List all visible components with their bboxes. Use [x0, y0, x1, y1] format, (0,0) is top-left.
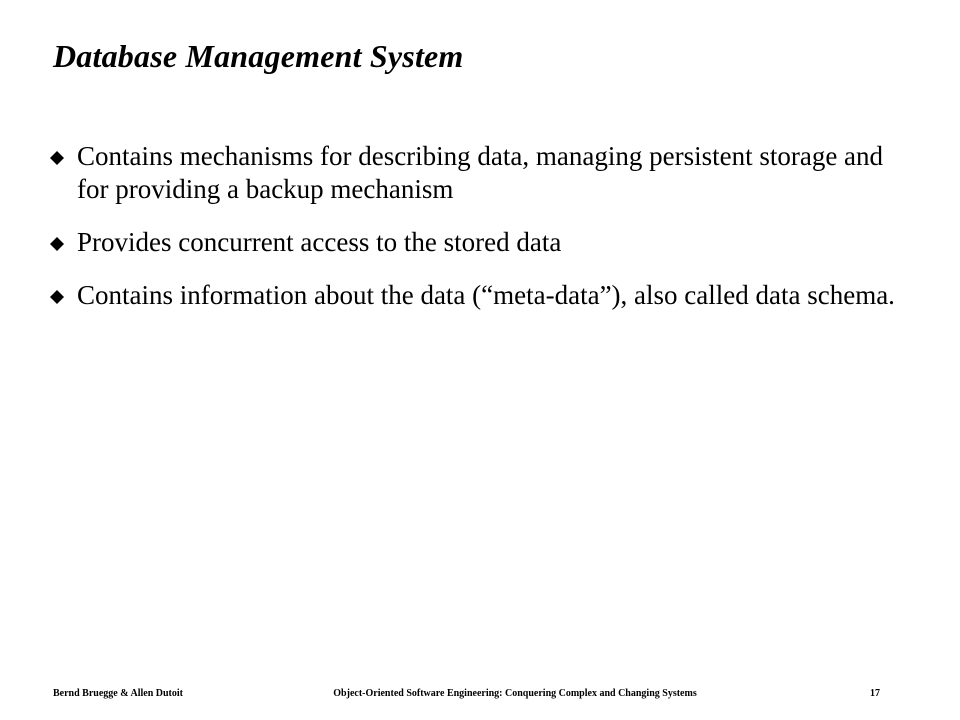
- bullet-text: Provides concurrent access to the stored data: [77, 227, 562, 257]
- footer-authors: Bernd Bruegge & Allen Dutoit: [53, 688, 183, 699]
- bullet-text: Contains mechanisms for describing data, managing persistent storage and for providing a backup mechanism: [77, 141, 884, 204]
- diamond-bullet-icon: [50, 237, 64, 251]
- bullet-item: [47, 140, 907, 206]
- slide-title: Database Management System: [53, 38, 464, 74]
- diamond-bullet-icon: [50, 290, 64, 304]
- footer-book-title: Object-Oriented Software Engineering: Conquering Complex and Changing Systems: [333, 688, 697, 699]
- bullet-text: Contains information about the data (“meta-data”), also called data schema.: [77, 280, 895, 310]
- bullet-item: [47, 226, 907, 259]
- bullet-list: [47, 140, 907, 332]
- footer: [0, 688, 960, 704]
- bullet-item: [47, 279, 907, 312]
- diamond-bullet-icon: [50, 151, 64, 165]
- page-number: 17: [870, 688, 880, 699]
